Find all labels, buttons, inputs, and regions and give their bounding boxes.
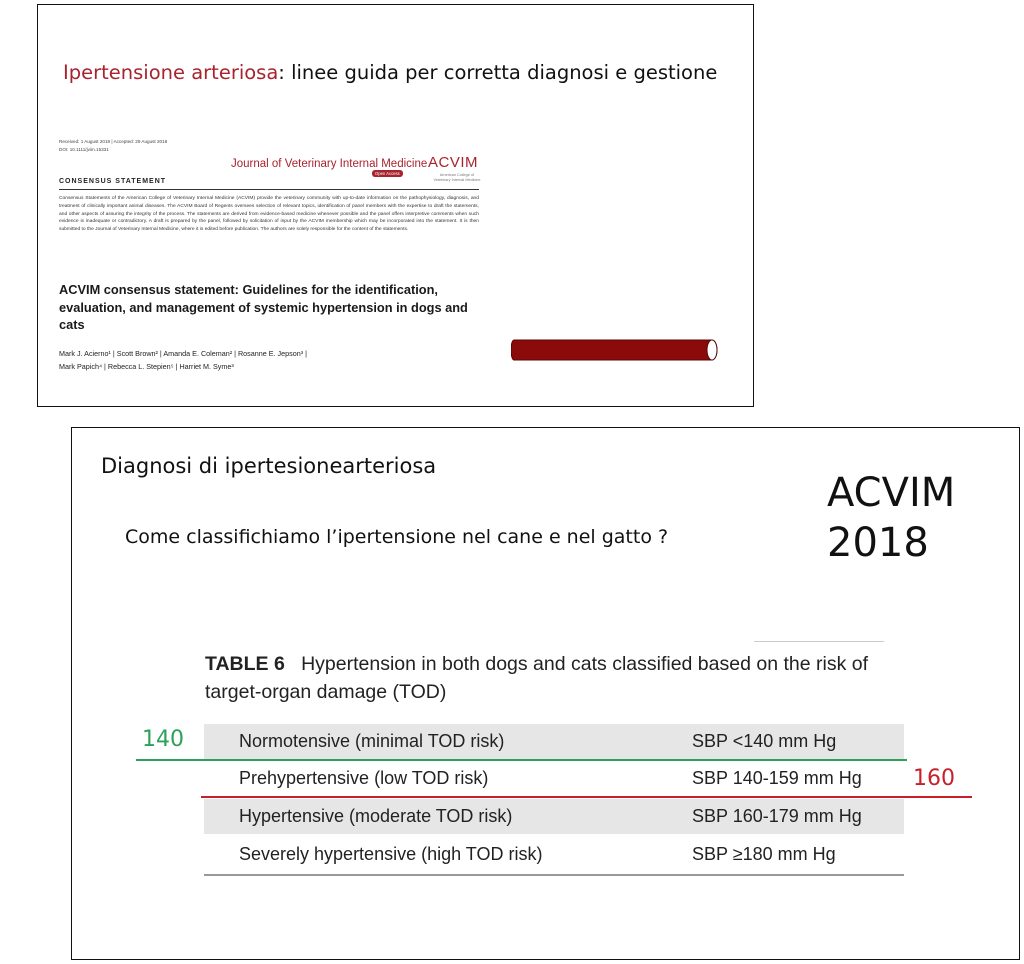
paper-title: ACVIM consensus statement: Guidelines for the identification, evaluation, and management of systemic hypertension in dogs and cats [59, 282, 468, 332]
acvim-logo-text: ACVIM [428, 154, 479, 171]
acvim-badge-line2: 2018 [827, 520, 929, 566]
table-row [204, 724, 904, 759]
table-caption-text: Hypertension in both dogs and cats classified based on the risk of target-organ damage (TOD) [205, 653, 868, 703]
table-top-rule [754, 641, 884, 642]
slide-guidelines [37, 4, 754, 407]
table-row [204, 799, 904, 834]
table-row [204, 761, 904, 796]
slide1-title-rest: : linee guida per corretta diagnosi e gestione [278, 61, 718, 84]
paper-section-label: CONSENSUS STATEMENT [59, 178, 167, 185]
paper-abstract: Consensus Statements of the American College of Veterinary Internal Medicine (ACVIM) provide the veterinary community with up-to-date information on the pathophysiology, diagnosis, and treatment of clinically important animal diseases. The ACVIM Board of Regents oversees selection of relevant topics, identification of panel members with the expertise to draft the statements, and other aspects of assuring the integrity of the process. The statements are derived from evidence-based medicine whenever possible and the panel offers interpretive comments when such evidence is inadequate or contradictory. A draft is prepared by the panel, followed by solicitation of input by the ACVIM membership which may be incorporated into the statement. It is then submitted to the Journal of Veterinary Internal Medicine, where it is edited before publication. The authors are solely responsible for the content of the statements. [59, 196, 479, 233]
table-cell-sbp: SBP ≥180 mm Hg [692, 844, 836, 864]
table-caption [205, 650, 915, 706]
table-cell-category: Hypertensive (moderate TOD risk) [239, 806, 513, 826]
artery-tube-graphic [511, 339, 719, 361]
paper-doi: DOI: 10.1111/jvim.15331 [59, 147, 109, 152]
threshold-line-140 [136, 759, 907, 761]
acvim-logo-sub: American College of Veterinary Internal Medicine [433, 173, 481, 182]
acvim-logo [428, 154, 478, 171]
table-cell-category: Severely hypertensive (high TOD risk) [239, 844, 543, 864]
slide-classification [71, 427, 1020, 960]
paper-authors [59, 347, 479, 373]
paper-authors-line1: Mark J. Acierno¹ | Scott Brown² | Amanda E. Coleman² | Rosanne E. Jepson³ | [59, 349, 307, 358]
open-access-badge: Open Access [372, 170, 403, 177]
threshold-line-160 [201, 796, 972, 798]
paper-received: Received: 1 August 2018 | Accepted: 29 August 2018 [59, 139, 168, 144]
table-cell-sbp: SBP <140 mm Hg [692, 731, 837, 751]
slide1-title-highlight: Ipertensione arteriosa [63, 61, 279, 84]
acvim-badge-line1: ACVIM [827, 470, 956, 516]
table-row [204, 837, 904, 872]
table-label: TABLE 6 [205, 653, 285, 675]
table-cell-category: Normotensive (minimal TOD risk) [239, 731, 505, 751]
slide2-title: Diagnosi di ipertesionearteriosa [101, 454, 437, 478]
paper-journal: Journal of Veterinary Internal Medicine [231, 158, 428, 170]
paper-header-image [59, 139, 479, 379]
table-cell-sbp: SBP 140-159 mm Hg [692, 768, 862, 788]
table-bottom-rule [204, 874, 904, 876]
slide1-title [63, 61, 717, 84]
paper-section-divider [59, 189, 479, 190]
table-cell-category: Prehypertensive (low TOD risk) [239, 768, 489, 788]
table-cell-sbp: SBP 160-179 mm Hg [692, 806, 862, 826]
acvim-year-badge [827, 468, 955, 568]
paper-authors-line2: Mark Papich⁴ | Rebecca L. Stepien⁵ | Harriet M. Syme³ [59, 362, 234, 371]
slide2-question: Come classifichiamo l’ipertensione nel cane e nel gatto ? [125, 526, 669, 548]
threshold-label-140: 140 [142, 727, 184, 752]
threshold-label-160: 160 [913, 766, 955, 791]
